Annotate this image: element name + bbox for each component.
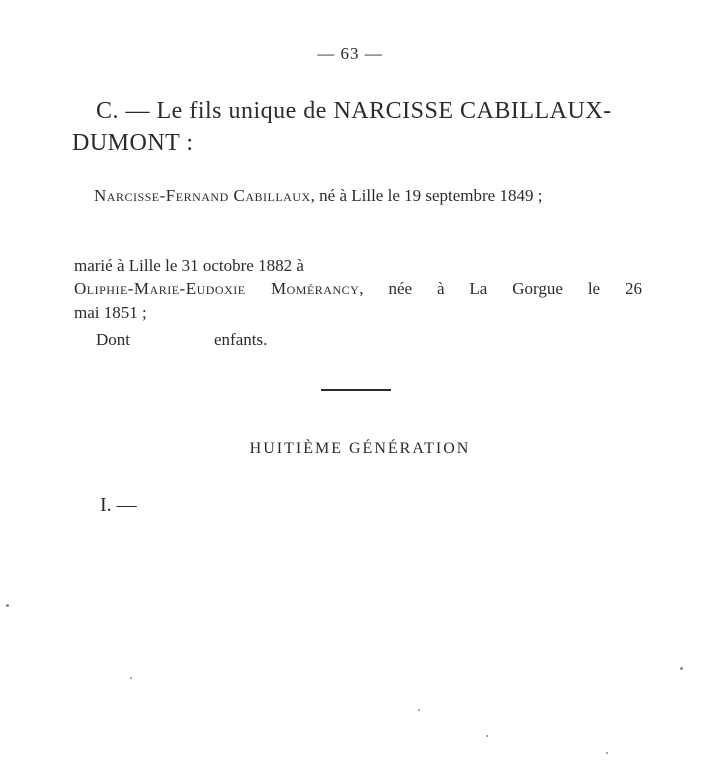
birth-details: , né à Lille le 19 septembre 1849 ; xyxy=(310,186,543,205)
section-heading-continuation: DUMONT : xyxy=(72,130,194,156)
paper-speck xyxy=(486,735,488,737)
section-divider xyxy=(321,389,391,391)
spouse-birth-continuation: mai 1851 ; xyxy=(74,303,147,322)
spouse-line xyxy=(74,279,642,299)
paper-speck xyxy=(6,604,9,607)
generation-first-item: I. — xyxy=(100,494,137,516)
paper-speck xyxy=(606,752,608,754)
paper-speck xyxy=(680,667,683,670)
section-heading: C. — Le fils unique de NARCISSE CABILLAUX- xyxy=(96,98,612,124)
spouse-birth-details: , née à La Gorgue le 26 xyxy=(359,279,642,298)
page-number: — 63 — xyxy=(317,44,383,63)
generation-title: HUITIÈME GÉNÉRATION xyxy=(249,440,471,457)
marriage-line: marié à Lille le 31 octobre 1882 à xyxy=(74,256,304,275)
children-label: Dont xyxy=(96,330,130,349)
paper-speck xyxy=(130,677,132,679)
person-name: Narcisse-Fernand Cabillaux xyxy=(94,186,311,205)
spouse-name: Oliphie-Marie-Eudoxie Momérancy xyxy=(74,279,360,298)
children-count: enfants. xyxy=(214,330,268,349)
paper-speck xyxy=(418,709,420,711)
entry-line xyxy=(94,186,542,206)
